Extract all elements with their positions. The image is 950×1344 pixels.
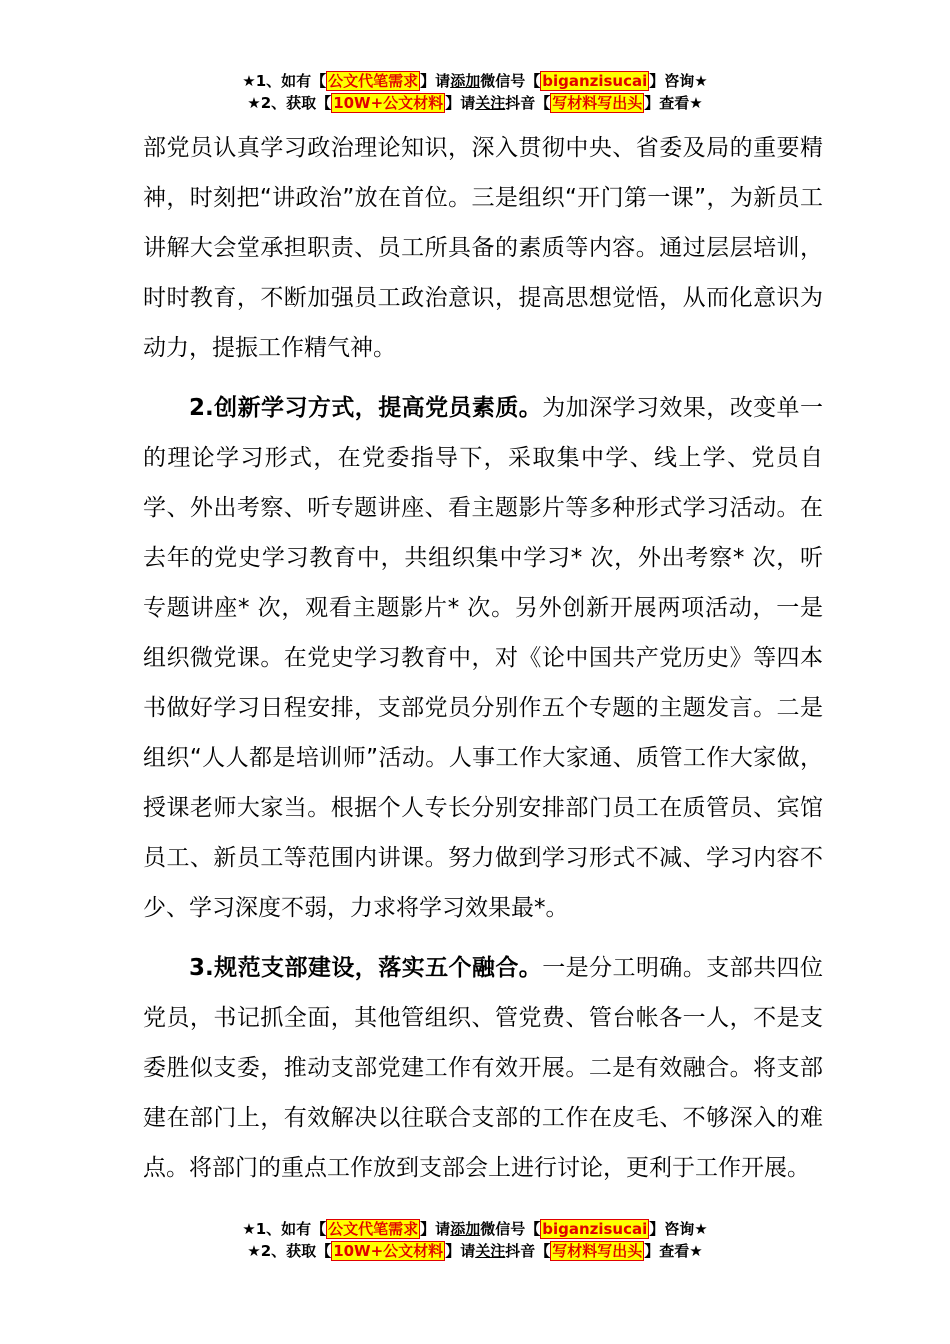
underlined-add: 添加 bbox=[450, 1220, 481, 1238]
banner-text: 】咨询★ bbox=[649, 1220, 708, 1238]
paragraph-2 bbox=[143, 383, 823, 933]
banner-text: 】咨询★ bbox=[649, 72, 708, 90]
highlight-douyin-account: 写材料写出头 bbox=[552, 94, 643, 112]
section-heading-3: 3.规范支部建设，落实五个融合。 bbox=[189, 955, 543, 981]
highlight-wechat-id: biganzisucai bbox=[542, 1220, 648, 1238]
banner-text: ★2、获取【 bbox=[247, 94, 332, 112]
footer-banner bbox=[0, 1218, 950, 1262]
banner-text: ★1、如有【 bbox=[242, 72, 327, 90]
banner-text: 抖音【 bbox=[505, 1242, 551, 1260]
banner-line-2 bbox=[0, 1240, 950, 1262]
highlight-writing-service: 公文代笔需求 bbox=[328, 1220, 419, 1238]
banner-line-1 bbox=[0, 1218, 950, 1240]
banner-text: 微信号【 bbox=[480, 1220, 541, 1238]
highlight-materials: 10W+公文材料 bbox=[333, 94, 444, 112]
banner-text: 】请 bbox=[420, 1220, 451, 1238]
underlined-follow: 关注 bbox=[475, 94, 506, 112]
paragraph-3-text: 一是分工明确。支部共四位党员，书记抓全面，其他管组织、管党费、管台帐各一人，不是支委胜似支委，推动支部党建工作有效开展。二是有效融合。将支部建在部门上，有效解决以往联合支部的工作在皮毛、不够深入的难点。将部门的重点工作放到支部会上进行讨论，更利于工作开展。 bbox=[143, 955, 823, 1181]
banner-text: 】请 bbox=[445, 94, 476, 112]
section-heading-2: 2.创新学习方式，提高党员素质。 bbox=[189, 395, 543, 421]
banner-text: 】查看★ bbox=[644, 94, 703, 112]
highlight-materials: 10W+公文材料 bbox=[333, 1242, 444, 1260]
paragraph-continued: 部党员认真学习政治理论知识，深入贯彻中央、省委及局的重要精神，时刻把“讲政治”放在首位。三是组织“开门第一课”，为新员工讲解大会堂承担职责、员工所具备的素质等内容。通过层层培训，时时教育，不断加强员工政治意识，提高思想觉悟，从而化意识为动力，提振工作精气神。 bbox=[143, 135, 823, 361]
document-body bbox=[143, 123, 823, 1193]
highlight-wechat-id: biganzisucai bbox=[542, 72, 648, 90]
underlined-follow: 关注 bbox=[475, 1242, 506, 1260]
header-banner bbox=[0, 70, 950, 114]
banner-text: 抖音【 bbox=[505, 94, 551, 112]
banner-line-2 bbox=[0, 92, 950, 114]
paragraph-2-text: 为加深学习效果，改变单一的理论学习形式，在党委指导下，采取集中学、线上学、党员自学、外出考察、听专题讲座、看主题影片等多种形式学习活动。在去年的党史学习教育中，共组织集中学习* 次，外出考察* 次，听专题讲座* 次，观看主题影片* 次。另外创新开展两项活动，一是组织微党课。在党史学习教育中，对《论中国共产党历史》等四本书做好学习日程安排，支部党员分别作五个专题的主题发言。二是组织“人人都是培训师”活动。人事工作大家通、质管工作大家做，授课老师大家当。根据个人专长分别安排部门员工在质管员、宾馆员工、新员工等范围内讲课。努力做到学习形式不减、学习内容不少、学习深度不弱，力求将学习效果最*。 bbox=[143, 395, 823, 921]
paragraph-3 bbox=[143, 943, 823, 1193]
banner-text: ★1、如有【 bbox=[242, 1220, 327, 1238]
banner-text: 】请 bbox=[420, 72, 451, 90]
banner-text: 】请 bbox=[445, 1242, 476, 1260]
banner-text: ★2、获取【 bbox=[247, 1242, 332, 1260]
banner-text: 】查看★ bbox=[644, 1242, 703, 1260]
highlight-douyin-account: 写材料写出头 bbox=[552, 1242, 643, 1260]
banner-line-1 bbox=[0, 70, 950, 92]
highlight-writing-service: 公文代笔需求 bbox=[328, 72, 419, 90]
banner-text: 微信号【 bbox=[480, 72, 541, 90]
underlined-add: 添加 bbox=[450, 72, 481, 90]
